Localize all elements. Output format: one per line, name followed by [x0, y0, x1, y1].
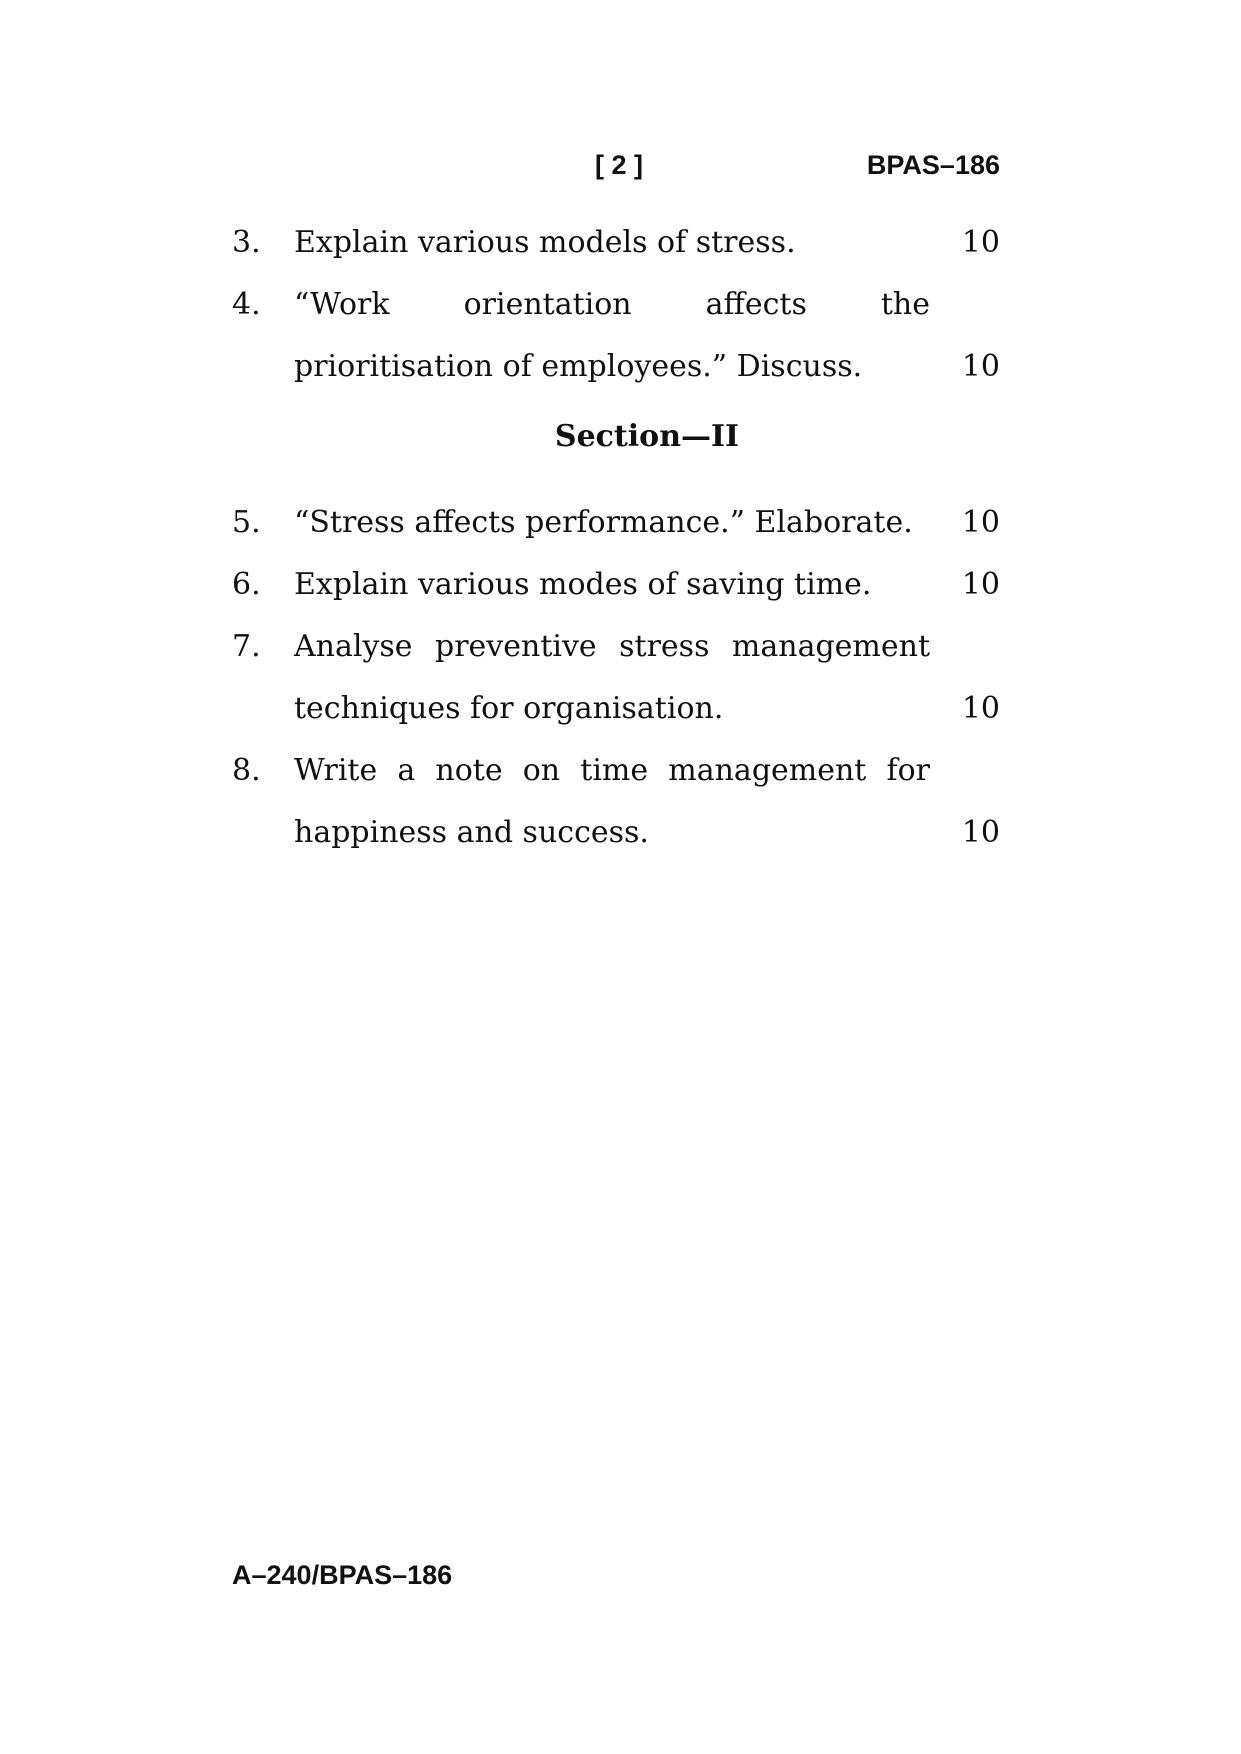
question-7: [232, 616, 1000, 740]
question-text: “Stress affects performance.” Elaborate.: [294, 505, 913, 540]
question-marks: 10: [961, 349, 1000, 384]
page-number: [ 2 ]: [595, 150, 644, 180]
question-text: Explain various models of stress.: [294, 225, 796, 260]
question-text: “Work orientation affects the prioritisation of employees.” Discuss.: [294, 287, 930, 384]
question-number: 7.: [232, 629, 261, 664]
question-number: 4.: [232, 287, 261, 322]
question-list: [232, 212, 1000, 864]
question-5: [232, 492, 1000, 554]
question-marks: 10: [961, 691, 1000, 726]
question-number: 5.: [232, 505, 261, 540]
question-number: 3.: [232, 225, 261, 260]
question-marks: 10: [961, 225, 1000, 260]
question-number: 6.: [232, 567, 261, 602]
page-header: [0, 150, 1241, 190]
question-number: 8.: [232, 753, 261, 788]
question-marks: 10: [961, 505, 1000, 540]
question-marks: 10: [961, 567, 1000, 602]
question-text: Analyse preventive stress management techniques for organisation.: [294, 629, 930, 726]
question-text: Write a note on time management for happiness and success.: [294, 753, 930, 850]
question-4: [232, 274, 1000, 398]
question-8: [232, 740, 1000, 864]
question-text: Explain various modes of saving time.: [294, 567, 872, 602]
section-heading: Section—II: [554, 419, 740, 454]
footer-code: A–240/BPAS–186: [232, 1560, 453, 1590]
question-3: [232, 212, 1000, 274]
paper-code: BPAS–186: [866, 150, 1000, 180]
question-6: [232, 554, 1000, 616]
question-marks: 10: [961, 815, 1000, 850]
